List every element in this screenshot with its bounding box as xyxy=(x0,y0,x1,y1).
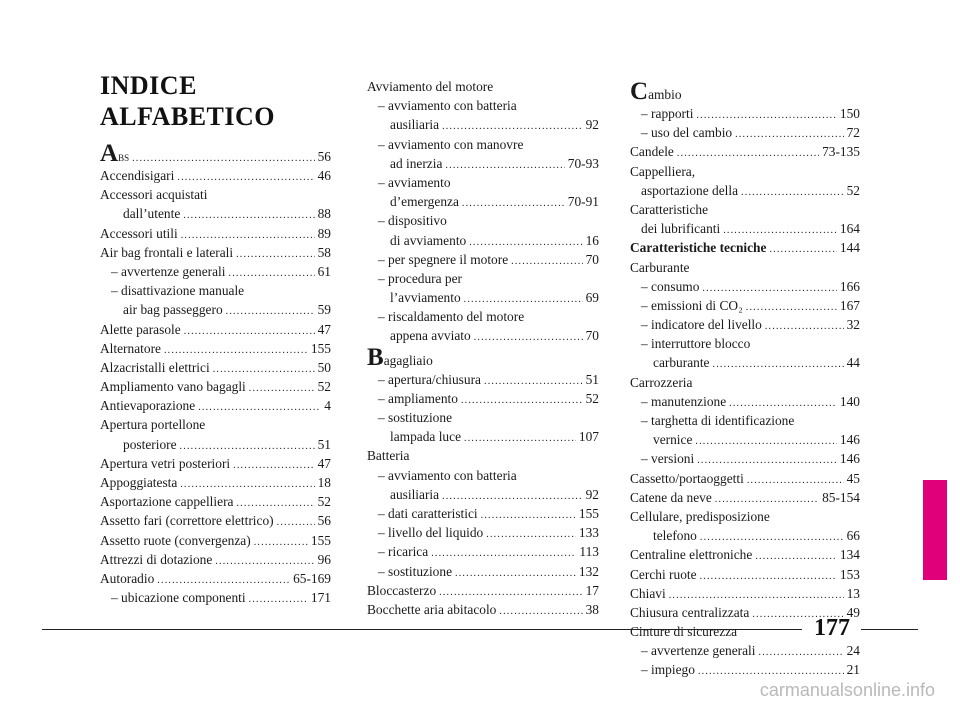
leader-dots xyxy=(183,206,314,225)
leader-dots xyxy=(464,429,576,448)
index-entry xyxy=(367,211,599,230)
index-page-ref: 113 xyxy=(579,544,599,560)
index-entry xyxy=(100,377,331,396)
index-page-ref: 150 xyxy=(839,106,860,121)
index-entry xyxy=(100,300,331,319)
index-entry-text: – avviamento con manovre xyxy=(378,136,524,152)
index-entry-text: Bocchette aria abitacolo xyxy=(367,601,497,617)
index-page-ref: 52 xyxy=(585,390,599,406)
index-entry xyxy=(100,281,331,300)
index-entry-text: – avvertenze generali xyxy=(641,643,756,659)
index-page-ref: 140 xyxy=(839,393,860,409)
index-entry xyxy=(100,339,331,358)
index-entry-text: carburante xyxy=(653,355,710,371)
index-entry xyxy=(630,411,860,430)
index-page-ref: 66 xyxy=(846,528,860,544)
index-entry-text: – emissioni di CO₂ xyxy=(641,297,743,313)
index-entry xyxy=(100,320,331,339)
index-entry xyxy=(630,238,860,257)
leader-dots xyxy=(233,456,314,475)
index-section-heading xyxy=(630,80,860,104)
index-title-line2: ALFABETICO xyxy=(100,102,275,131)
index-entry xyxy=(367,135,599,154)
index-entry-text: – ampliamento xyxy=(378,390,458,406)
index-entry xyxy=(630,469,860,488)
leader-dots xyxy=(499,602,582,621)
index-section-heading xyxy=(100,142,331,166)
index-column-2 xyxy=(367,77,599,619)
index-entry xyxy=(100,358,331,377)
index-page-ref: 45 xyxy=(846,470,860,486)
index-entry xyxy=(367,504,599,523)
leader-dots xyxy=(236,245,315,264)
index-entry-text: Chiusura centralizzata xyxy=(630,604,750,620)
index-entry-text: Cappelliera, xyxy=(630,163,696,179)
index-page-ref: 32 xyxy=(846,317,860,333)
index-page-ref: 13 xyxy=(846,585,860,601)
index-page-ref: 92 xyxy=(585,486,599,502)
index-page-ref: 51 xyxy=(317,436,331,452)
leader-dots xyxy=(677,144,819,163)
index-page-ref: 89 xyxy=(317,225,331,241)
index-entry-text: Caratteristiche tecniche xyxy=(630,240,767,256)
index-page-ref: 155 xyxy=(310,532,331,548)
index-entry-text: – avviamento con batteria xyxy=(378,98,517,114)
index-entry-text: Assetto fari (correttore elettrico) xyxy=(100,513,274,529)
index-page-ref: 107 xyxy=(578,429,599,445)
index-entry-text: Asportazione cappelliera xyxy=(100,494,234,510)
index-entry-text: posteriore xyxy=(123,436,177,452)
section-heading-text: bs xyxy=(118,149,130,164)
index-entry xyxy=(100,243,331,262)
index-entry xyxy=(630,219,860,238)
index-entry xyxy=(100,415,331,434)
leader-dots xyxy=(431,544,576,563)
index-entry-text: Autoradio xyxy=(100,570,155,586)
index-page-ref: 44 xyxy=(846,355,860,371)
index-entry-text: asportazione della xyxy=(641,182,739,198)
index-entry-text: air bag passeggero xyxy=(123,302,223,318)
index-page-ref: 96 xyxy=(317,551,331,567)
index-entry-text: – versioni xyxy=(641,451,695,467)
index-page-ref: 70 xyxy=(585,251,599,267)
leader-dots xyxy=(511,252,582,271)
index-page-ref: 69 xyxy=(585,290,599,306)
page-number: 177 xyxy=(814,615,850,641)
index-entry-text: – ubicazione componenti xyxy=(111,590,246,606)
index-page-ref: 51 xyxy=(585,371,599,387)
index-entry xyxy=(630,296,860,315)
index-entry xyxy=(630,449,860,468)
index-entry-text: – dispositivo xyxy=(378,213,447,229)
index-page-ref: 171 xyxy=(310,590,331,606)
leader-dots xyxy=(461,391,583,410)
index-entry-text: – per spegnere il motore xyxy=(378,251,509,267)
leader-dots xyxy=(481,506,576,525)
index-page-ref: 49 xyxy=(846,604,860,620)
index-page-ref: 52 xyxy=(317,494,331,510)
index-entry-text: lampada luce xyxy=(390,429,462,445)
index-entry xyxy=(367,485,599,504)
index-page-ref: 146 xyxy=(839,451,860,467)
index-entry-text: Batteria xyxy=(367,448,410,464)
index-page-ref: 61 xyxy=(317,263,331,279)
index-page-ref: 59 xyxy=(317,302,331,318)
section-initial-letter: A xyxy=(100,140,119,167)
index-entry xyxy=(630,507,860,526)
index-entry-text: Apertura portellone xyxy=(100,417,206,433)
index-entry-text: – ricarica xyxy=(378,544,429,560)
index-entry-text: – disattivazione manuale xyxy=(111,283,245,299)
index-entry xyxy=(367,77,599,96)
index-entry xyxy=(100,166,331,185)
index-entry xyxy=(100,492,331,511)
index-column-3 xyxy=(630,80,860,680)
index-page-ref: 56 xyxy=(317,149,331,164)
index-section-heading xyxy=(367,343,599,371)
index-entry xyxy=(100,569,331,588)
index-entry xyxy=(367,370,599,389)
index-entry xyxy=(630,277,860,296)
leader-dots xyxy=(700,567,837,586)
index-entry xyxy=(367,427,599,446)
index-entry-text: Assetto ruote (convergenza) xyxy=(100,532,251,548)
leader-dots xyxy=(226,302,315,321)
index-entry xyxy=(630,104,860,123)
index-entry-text: Caratteristiche xyxy=(630,201,709,217)
leader-dots xyxy=(698,662,844,681)
index-page-ref: 52 xyxy=(317,379,331,395)
index-entry-text: Cinture di sicurezza xyxy=(630,624,738,640)
index-entry xyxy=(367,389,599,408)
index-entry-text: – avviamento con batteria xyxy=(378,467,517,483)
index-entry xyxy=(100,396,331,415)
index-entry-text: – avvertenze generali xyxy=(111,263,226,279)
index-entry-text: Alternatore xyxy=(100,340,161,356)
index-entry xyxy=(630,162,860,181)
index-page-ref: 24 xyxy=(846,643,860,659)
leader-dots xyxy=(713,355,844,374)
index-entry xyxy=(367,269,599,288)
index-page-ref: 155 xyxy=(310,340,331,356)
index-page-ref: 65-169 xyxy=(293,570,331,586)
leader-dots xyxy=(695,432,837,451)
index-entry xyxy=(630,353,860,372)
index-entry-text: Alzacristalli elettrici xyxy=(100,359,210,375)
index-entry-text: Cellulare, predisposizione xyxy=(630,508,770,524)
index-entry xyxy=(367,466,599,485)
index-entry xyxy=(630,315,860,334)
index-entry-text: Candele xyxy=(630,144,674,160)
index-entry-text: – dati caratteristici xyxy=(378,505,478,521)
index-page-ref: 167 xyxy=(839,297,860,313)
index-entry-text: – consumo xyxy=(641,278,700,294)
section-heading-text: agagliaio xyxy=(383,352,433,368)
index-entry xyxy=(367,192,599,211)
index-entry xyxy=(367,600,599,619)
index-page-ref: 134 xyxy=(839,547,860,563)
index-entry xyxy=(630,142,860,161)
index-entry xyxy=(367,173,599,192)
index-entry-text: di avviamento xyxy=(390,232,467,248)
section-heading-label xyxy=(630,80,682,107)
footer-rule-left xyxy=(42,629,802,630)
index-entry-text: Bloccasterzo xyxy=(367,582,437,598)
index-entry xyxy=(100,262,331,281)
index-entry xyxy=(630,488,860,507)
index-page-ref: 16 xyxy=(585,232,599,248)
index-entry-text: Ampliamento vano bagagli xyxy=(100,379,246,395)
index-entry-text: telefono xyxy=(653,528,697,544)
index-entry-text: – interruttore blocco xyxy=(641,336,751,352)
index-entry-text: Attrezzi di dotazione xyxy=(100,551,213,567)
index-entry xyxy=(630,641,860,660)
index-page-ref: 85-154 xyxy=(822,489,860,505)
index-entry-text: Antievaporazione xyxy=(100,398,196,414)
index-entry xyxy=(630,334,860,353)
watermark: carmanualsonline.info xyxy=(759,680,935,700)
index-entry xyxy=(630,430,860,449)
index-entry xyxy=(630,392,860,411)
index-entry-text: Chiavi xyxy=(630,585,666,601)
index-entry-text: Alette parasole xyxy=(100,321,181,337)
index-entry-text: ad inerzia xyxy=(390,155,443,171)
index-entry-text: Centraline elettroniche xyxy=(630,547,753,563)
index-entry xyxy=(367,288,599,307)
leader-dots xyxy=(445,156,564,175)
index-entry xyxy=(630,545,860,564)
index-entry-text: Cassetto/portaoggetti xyxy=(630,470,744,486)
index-entry-text: d’emergenza xyxy=(390,194,459,210)
index-page-ref: 70 xyxy=(585,328,599,344)
index-entry-text: Air bag frontali e laterali xyxy=(100,244,234,260)
index-page-ref: 46 xyxy=(317,168,331,183)
index-entry xyxy=(367,250,599,269)
leader-dots xyxy=(249,379,315,398)
index-entry xyxy=(367,326,599,345)
index-page-ref: 58 xyxy=(317,244,331,260)
index-page-ref: 92 xyxy=(585,117,599,133)
index-entry xyxy=(367,408,599,427)
index-entry-text: Apertura vetri posteriori xyxy=(100,455,231,471)
index-entry xyxy=(630,526,860,545)
index-page-ref: 17 xyxy=(585,582,599,598)
index-page-ref: 50 xyxy=(317,359,331,375)
index-entry-text: ausiliaria xyxy=(390,117,440,133)
index-entry-text: – riscaldamento del motore xyxy=(378,309,525,325)
section-initial-letter: B xyxy=(367,343,384,371)
index-page-ref: 153 xyxy=(839,566,860,582)
index-entry-text: appena avviato xyxy=(390,328,471,344)
index-page-ref: 166 xyxy=(839,278,860,294)
index-entry-text: – apertura/chiusura xyxy=(378,371,481,387)
section-heading-text: ambio xyxy=(648,87,682,102)
section-initial-letter: C xyxy=(630,78,649,105)
index-page-ref: 21 xyxy=(846,662,860,678)
index-entry xyxy=(630,123,860,142)
index-entry xyxy=(367,231,599,250)
index-entry-text: dall’utente xyxy=(123,206,181,222)
index-entry-text: – uso del cambio xyxy=(641,125,733,141)
index-entry xyxy=(100,435,331,454)
index-entry-text: Appoggiatesta xyxy=(100,475,178,490)
leader-dots xyxy=(184,322,315,341)
index-entry xyxy=(100,550,331,569)
index-title-line1: INDICE xyxy=(100,71,197,100)
index-entry-text: vernice xyxy=(653,432,693,448)
index-entry xyxy=(367,96,599,115)
leader-dots xyxy=(254,533,308,552)
index-entry xyxy=(367,115,599,134)
leader-dots xyxy=(765,317,844,336)
leader-dots xyxy=(486,525,576,544)
index-entry-text: l’avviamento xyxy=(390,290,461,306)
index-page-ref: 56 xyxy=(317,513,331,529)
index-entry xyxy=(630,565,860,584)
leader-dots xyxy=(455,564,576,583)
index-entry-text: – sostituzione xyxy=(378,410,453,425)
index-page-ref: 47 xyxy=(317,455,331,471)
index-entry xyxy=(367,581,599,600)
index-entry xyxy=(367,307,599,326)
index-entry xyxy=(367,523,599,542)
index-page-ref: 52 xyxy=(846,182,860,198)
index-entry xyxy=(100,454,331,473)
index-entry xyxy=(630,258,860,277)
index-page-ref: 47 xyxy=(317,321,331,337)
leader-dots xyxy=(474,328,583,347)
leader-dots xyxy=(462,194,565,213)
footer-rule-right xyxy=(861,629,918,630)
index-page-ref: 18 xyxy=(317,475,331,490)
index-entry xyxy=(100,511,331,530)
index-entry xyxy=(630,373,860,392)
index-entry-text: Avviamento del motore xyxy=(367,79,494,94)
index-page-ref: 4 xyxy=(324,398,331,414)
index-entry-text: – indicatore del livello xyxy=(641,317,762,333)
index-entry-text: Catene da neve xyxy=(630,489,712,505)
index-page-ref: 70-93 xyxy=(567,155,599,171)
section-heading-label xyxy=(367,343,433,373)
index-entry-text: dei lubrificanti xyxy=(641,221,721,237)
index-page-ref: 164 xyxy=(839,221,860,237)
index-title xyxy=(100,70,275,132)
index-entry xyxy=(100,204,331,223)
index-entry xyxy=(100,224,331,243)
leader-dots xyxy=(741,183,844,202)
index-entry-text: – avviamento xyxy=(378,174,451,190)
index-column-1 xyxy=(100,142,331,607)
index-entry xyxy=(100,473,331,492)
leader-dots xyxy=(277,513,315,532)
index-page-ref: 72 xyxy=(846,125,860,141)
index-entry-text: – livello del liquido xyxy=(378,525,484,541)
index-entry xyxy=(630,584,860,603)
index-entry xyxy=(367,542,599,561)
index-entry-text: – impiego xyxy=(641,662,695,678)
index-entry xyxy=(630,660,860,679)
index-entry-text: Carburante xyxy=(630,259,690,275)
leader-dots xyxy=(759,643,844,662)
index-entry-text: Accendisigari xyxy=(100,168,175,183)
section-heading-label xyxy=(100,142,129,169)
index-entry xyxy=(100,588,331,607)
index-page-ref: 132 xyxy=(578,563,599,579)
index-entry-text: Cerchi ruote xyxy=(630,566,697,582)
index-page-ref: 155 xyxy=(578,505,599,521)
index-entry-text: Carrozzeria xyxy=(630,374,693,390)
index-entry-text: – rapporti xyxy=(641,106,694,121)
index-page-ref: 88 xyxy=(317,206,331,222)
index-entry-text: – sostituzione xyxy=(378,563,453,579)
index-entry xyxy=(100,531,331,550)
index-page-ref: 146 xyxy=(839,432,860,448)
index-entry xyxy=(367,446,599,465)
leader-dots xyxy=(198,398,321,417)
leader-dots xyxy=(249,590,308,609)
index-page-ref: 73-135 xyxy=(822,144,860,160)
index-page-ref: 144 xyxy=(839,240,860,256)
index-entry-text: – targhetta di identificazione xyxy=(641,413,795,428)
index-entry-text: – procedura per xyxy=(378,270,463,286)
section-color-tab xyxy=(923,480,947,580)
index-page-ref: 70-91 xyxy=(567,194,599,210)
leader-dots xyxy=(769,240,836,259)
index-entry xyxy=(367,154,599,173)
index-entry-text: Accessori acquistati xyxy=(100,187,208,203)
index-page-ref: 133 xyxy=(578,525,599,541)
index-entry xyxy=(630,200,860,219)
index-entry-text: – manutenzione xyxy=(641,393,727,409)
index-entry-text: Accessori utili xyxy=(100,225,178,241)
index-entry xyxy=(630,181,860,200)
index-entry xyxy=(367,562,599,581)
index-entry xyxy=(100,185,331,204)
leader-dots xyxy=(755,547,837,566)
index-entry-text: ausiliaria xyxy=(390,486,440,502)
index-page-ref: 38 xyxy=(585,601,599,617)
leader-dots xyxy=(484,372,583,391)
